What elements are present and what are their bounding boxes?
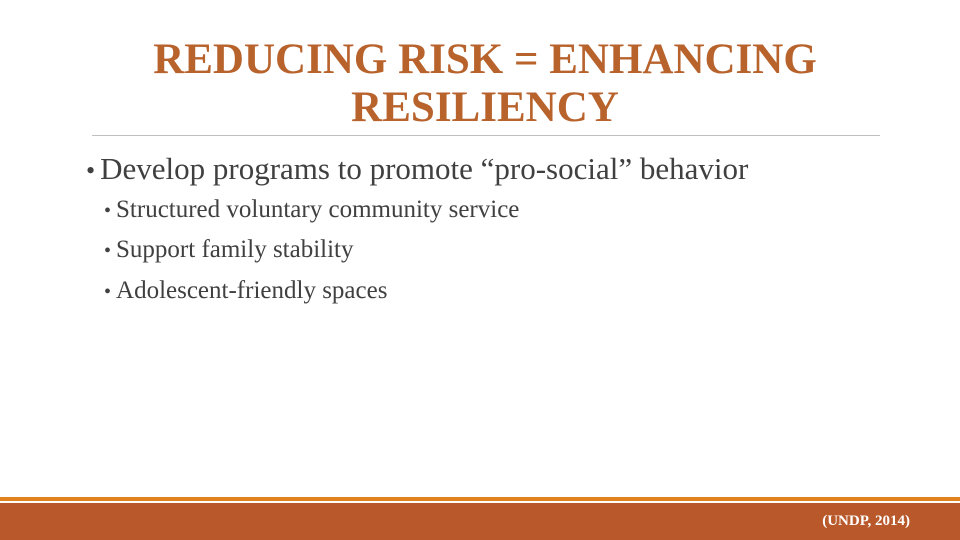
sub-bullet-text: Structured voluntary community service	[116, 196, 520, 223]
sub-bullet-2	[104, 235, 354, 266]
slide-title: REDUCING RISK = ENHANCING RESILIENCY	[153, 36, 817, 131]
sub-bullet-text: Adolescent-friendly spaces	[116, 277, 388, 304]
footer-accent-line	[0, 497, 960, 501]
footer-band	[0, 503, 960, 540]
bullet-main-text: Develop programs to promote “pro-social” behavior	[100, 151, 749, 186]
sub-bullet-text: Support family stability	[116, 236, 354, 263]
sub-bullet-1	[104, 195, 519, 226]
bullet-dot-icon: •	[104, 200, 112, 222]
bullet-main	[86, 150, 748, 190]
bullet-dot-icon: •	[86, 156, 96, 185]
citation: (UNDP, 2014)	[822, 513, 910, 529]
title-divider	[92, 135, 880, 136]
sub-bullet-3	[104, 276, 387, 307]
bullet-dot-icon: •	[104, 240, 112, 262]
bullet-dot-icon: •	[104, 281, 112, 303]
